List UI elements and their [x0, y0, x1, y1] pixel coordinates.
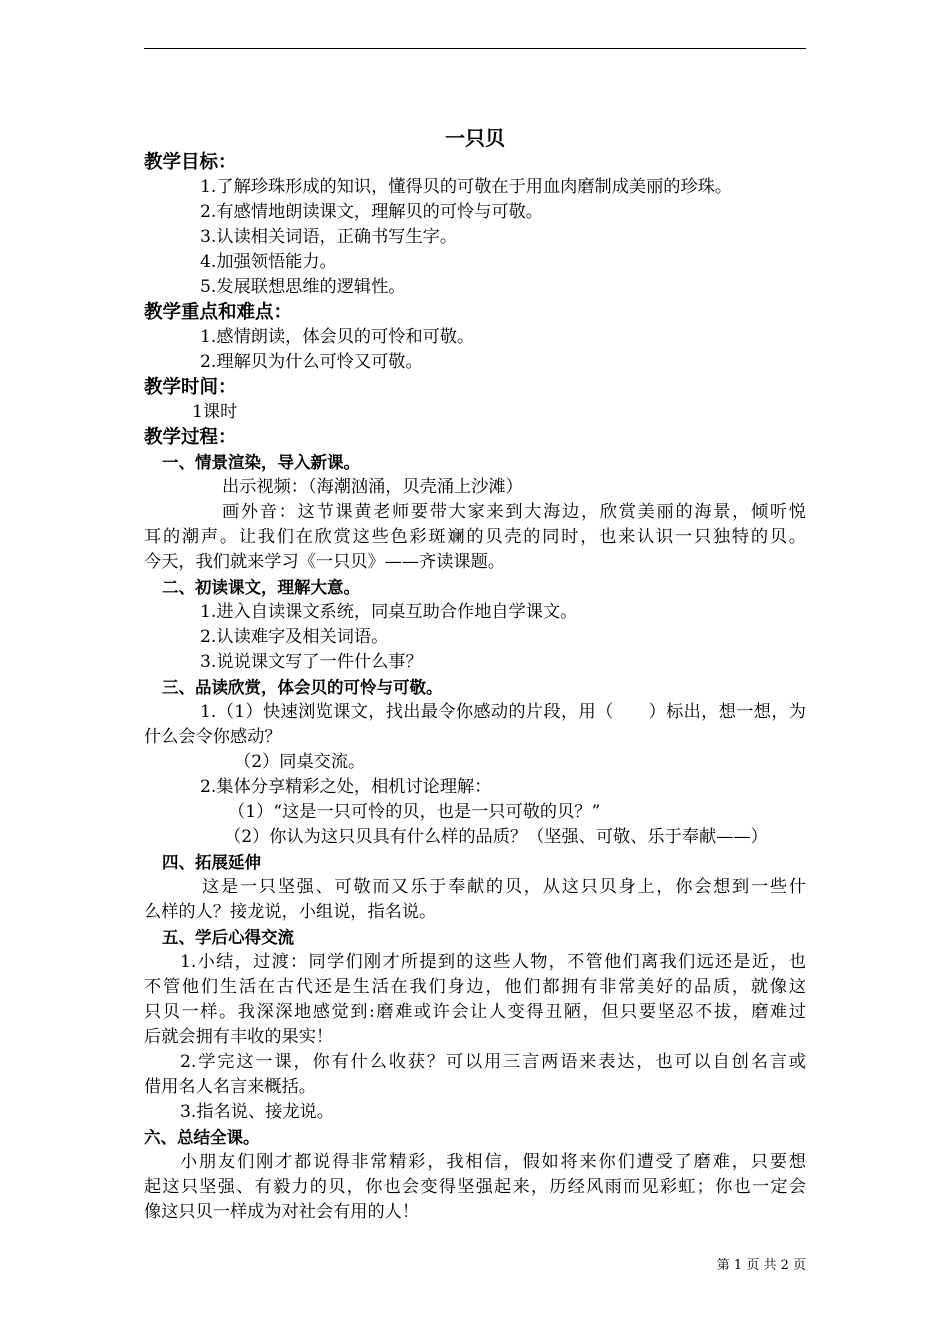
- document-title: 一只贝: [445, 126, 505, 150]
- section-5-line: 后就会拥有丰收的果实！: [144, 1027, 334, 1047]
- objective-item: 3.认读相关词语，正确书写生字。: [200, 227, 458, 247]
- summary-line: 像这只贝一样成为对社会有用的人！: [144, 1202, 420, 1222]
- objective-item: 5.发展联想思维的逻辑性。: [200, 277, 406, 297]
- section-5-line: 不管他们生活在古代还是生活在我们身边，他们都拥有非常美好的品质，就像这: [144, 977, 806, 997]
- section-2-item: 1.进入自读课文系统，同桌互助合作地自学课文。: [200, 602, 578, 622]
- objective-item: 4.加强领悟能力。: [200, 252, 337, 272]
- voiceover-line: 耳的潮声。让我们在欣赏这些色彩斑斓的贝壳的同时，也来认识一只独特的贝。: [144, 527, 806, 547]
- keypoints-heading: 教学重点和难点：: [144, 302, 293, 323]
- section-5-heading: 五、学后心得交流: [162, 928, 294, 947]
- objectives-heading: 教学目标：: [144, 152, 237, 173]
- section-3-item: （2）同桌交流。: [234, 752, 366, 772]
- section-5-line: 3.指名说、接龙说。: [180, 1102, 334, 1122]
- voiceover-line: 今天，我们就来学习《一只贝》——齐读课题。: [144, 552, 505, 572]
- section-3-subitem: （1）“这是一只可怜的贝，也是一只可敬的贝？”: [228, 802, 601, 822]
- section-3-heading: 三、品读欣赏，体会贝的可怜与可敬。: [162, 678, 443, 697]
- section-1-heading: 一、情景渲染，导入新课。: [162, 453, 360, 472]
- summary-line: 小朋友们刚才都说得非常精彩，我相信，假如将来你们遭受了磨难，只要想: [180, 1152, 806, 1172]
- time-value: 1课时: [192, 402, 238, 422]
- summary-line: 起这只坚强、有毅力的贝，你也会变得坚强起来，历经风雨而见彩虹；你也一定会: [144, 1177, 806, 1197]
- video-line: 出示视频：（海潮汹涌，贝壳涌上沙滩）: [222, 477, 523, 497]
- summary-heading: 六、总结全课。: [144, 1128, 260, 1147]
- section-2-item: 2.认读难字及相关词语。: [200, 627, 389, 647]
- section-4-line: 么样的人？接龙说，小组说，指名说。: [144, 902, 437, 922]
- keypoint-item: 1.感情朗读，体会贝的可怜和可敬。: [200, 327, 475, 347]
- objective-item: 1.了解珍珠形成的知识，懂得贝的可敬在于用血肉磨制成美丽的珍珠。: [200, 177, 733, 197]
- section-5-line: 借用名人名言来概括。: [144, 1077, 316, 1097]
- section-3-item: 1.（1）快速浏览课文，找出最令你感动的片段，用（ ）标出，想一想，为: [200, 702, 806, 722]
- section-4-line: 这是一只坚强、可敬而又乐于奉献的贝，从这只贝身上，你会想到一些什: [202, 877, 806, 897]
- keypoint-item: 2.理解贝为什么可怜又可敬。: [200, 352, 423, 372]
- page-footer: 第 1 页 共 2 页: [716, 1258, 806, 1273]
- objective-item: 2.有感情地朗读课文，理解贝的可怜与可敬。: [200, 202, 543, 222]
- section-3-item: 2.集体分享精彩之处，相机讨论理解：: [200, 777, 492, 797]
- section-5-line: 只贝一样。我深深地感觉到:磨难或许会让人变得丑陋，但只要坚忍不拔，磨难过: [144, 1002, 806, 1022]
- time-heading: 教学时间：: [144, 377, 237, 398]
- section-5-line: 2.学完这一课，你有什么收获？可以用三言两语来表达，也可以自创名言或: [180, 1052, 806, 1072]
- section-2-item: 3.说说课文写了一件什么事？: [200, 652, 423, 672]
- header-rule: [144, 48, 806, 49]
- section-2-heading: 二、初读课文，理解大意。: [162, 578, 360, 597]
- section-4-heading: 四、拓展延伸: [162, 853, 261, 872]
- section-5-line: 1.小结，过渡：同学们刚才所提到的这些人物，不管他们离我们远还是近，也: [180, 952, 806, 972]
- voiceover-line: 画外音：这节课黄老师要带大家来到大海边，欣赏美丽的海景，倾听悦: [222, 502, 806, 522]
- process-heading: 教学过程：: [144, 427, 237, 448]
- section-3-item: 什么会令你感动？: [144, 727, 282, 747]
- section-3-subitem: （2）你认为这只贝具有什么样的品质？（坚强、可敬、乐于奉献——）: [224, 827, 768, 847]
